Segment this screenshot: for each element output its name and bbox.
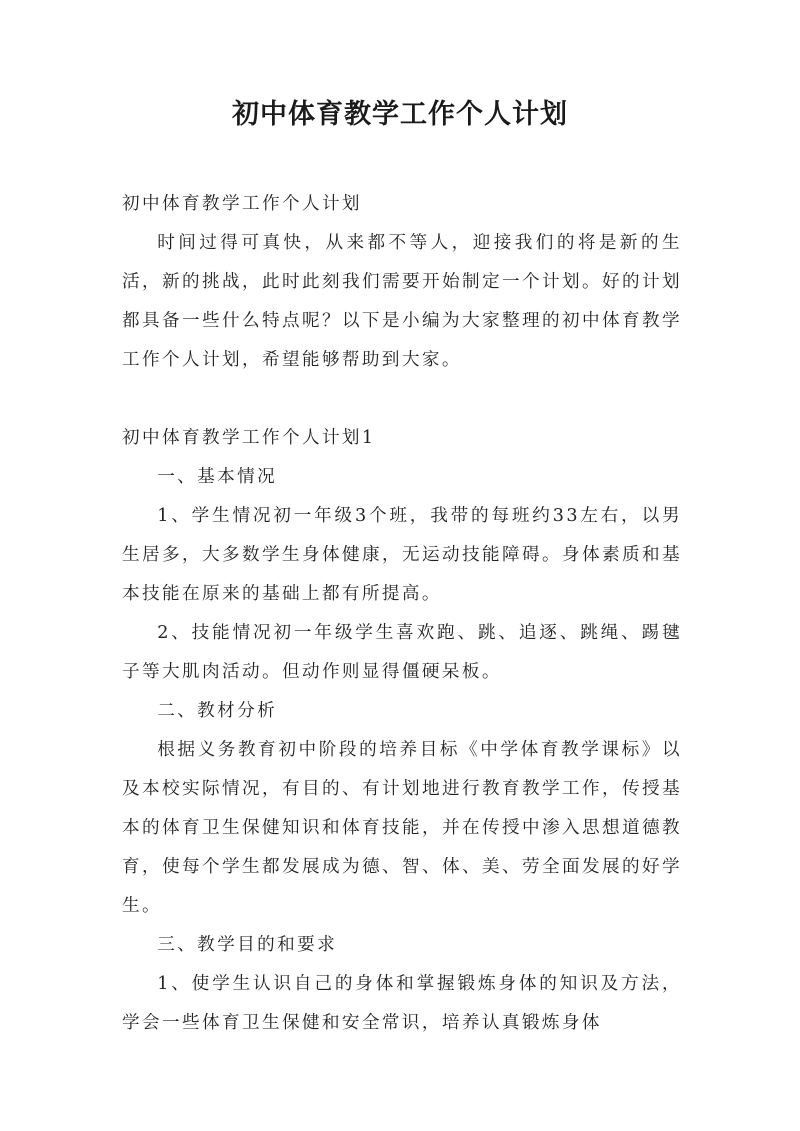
intro-paragraph: 时间过得可真快，从来都不等人，迎接我们的将是新的生活，新的挑战，此时此刻我们需要开始制定一个计划。好的计划都具备一些什么特点呢？以下是小编为大家整理的初中体育教学工作个人计划，希望能够帮助到大家。: [122, 233, 682, 370]
paragraph-student-situation: 1、学生情况初一年级3个班，我带的每班约33左右，以男生居多，大多数学生身体健康，无运动技能障碍。身体素质和基本技能在原来的基础上都有所提高。: [122, 506, 682, 604]
paragraph-spacer: [122, 380, 682, 419]
document-title: 初中体育教学工作个人计划: [232, 99, 568, 130]
section-heading-plan-1: 初中体育教学工作个人计划1: [122, 428, 376, 448]
intro-heading: 初中体育教学工作个人计划: [122, 194, 362, 214]
paragraph-teaching-goals: 1、使学生认识自己的身体和掌握锻炼身体的知识及方法，学会一些体育卫生保健和安全常识，培养认真锻炼身体: [122, 974, 682, 1033]
subheading-basic-situation: 一、基本情况: [157, 467, 278, 487]
subheading-teaching-goals: 三、教学目的和要求: [157, 935, 338, 955]
document-body: [122, 185, 682, 1043]
subheading-textbook-analysis: 二、教材分析: [157, 701, 278, 721]
paragraph-skill-situation: 2、技能情况初一年级学生喜欢跑、跳、追逐、跳绳、踢毽子等大肌肉活动。但动作则显得僵硬呆板。: [122, 623, 682, 682]
paragraph-textbook-analysis: 根据义务教育初中阶段的培养目标《中学体育教学课标》以及本校实际情况，有目的、有计划地进行教育教学工作，传授基本的体育卫生保健知识和体育技能，并在传授中渗入思想道德教育，使每个学生都发展成为德、智、体、美、劳全面发展的好学生。: [122, 740, 682, 916]
